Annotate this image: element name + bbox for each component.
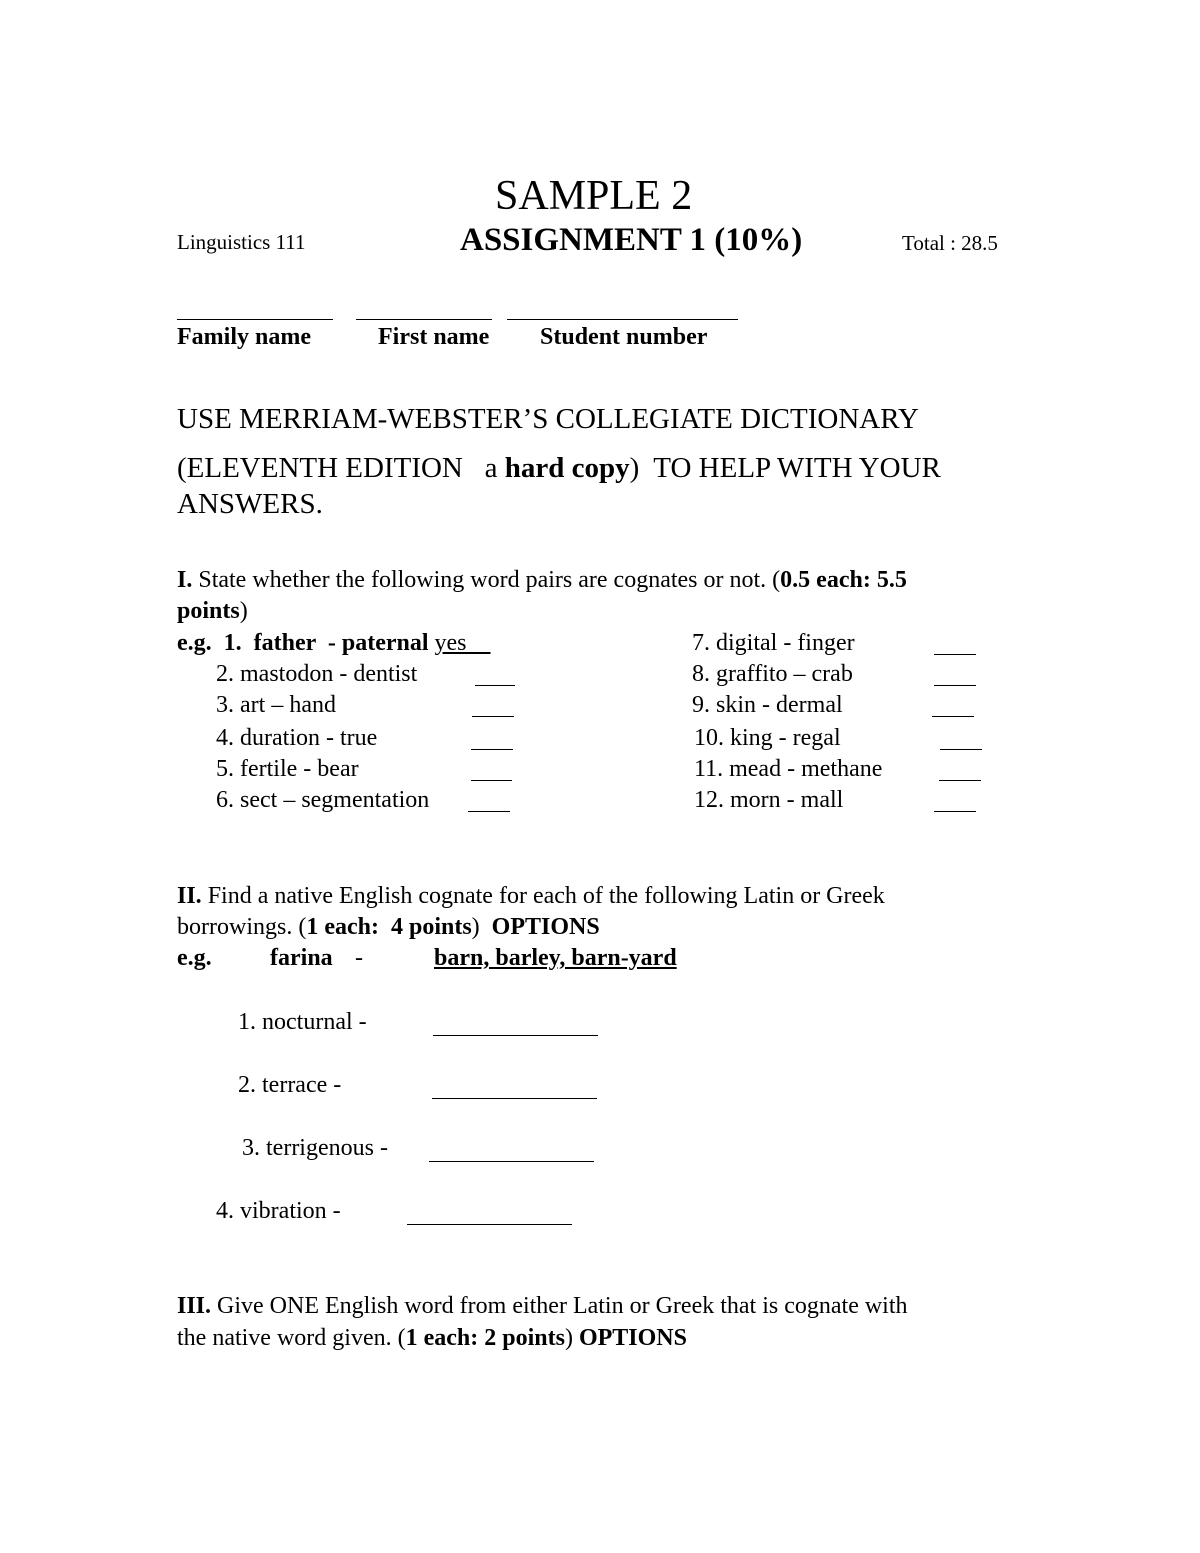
assignment-title: ASSIGNMENT 1 (10%) [460,222,803,258]
section-2-prompt-line-2 [177,914,600,941]
instructions-line-2 [177,452,941,485]
prompt-text: borrowings. ( [177,914,307,940]
student-number-blank[interactable] [507,298,738,320]
pair-item: 8. graffito – crab [692,661,853,687]
first-name-label: First name [378,324,490,350]
answer-blank[interactable] [934,663,976,686]
answer-blank[interactable] [940,727,982,750]
borrowing-item: 3. terrigenous - [242,1135,388,1161]
pair-item: 5. fertile - bear [216,756,359,782]
total-points: Total : 28.5 [902,231,998,255]
points-label: points [177,598,240,624]
section-1-prompt-line-2 [177,598,248,625]
hard-copy-emphasis: hard copy [504,452,630,484]
options-label: OPTIONS [491,914,600,940]
family-name-label: Family name [177,324,311,350]
instructions-line-3: ANSWERS. [177,488,323,520]
page-title: SAMPLE 2 [495,173,693,219]
prompt-text: ) [239,598,248,624]
answer-blank[interactable] [932,694,974,717]
pair-item: 3. art – hand [216,692,336,718]
answer-blank[interactable] [407,1202,572,1225]
family-name-blank[interactable] [177,298,333,320]
section-2-example-answer: barn, barley, barn-yard [434,945,677,971]
answer-blank[interactable] [471,758,512,781]
section-1-example [177,630,491,657]
answer-blank[interactable] [472,694,514,717]
prompt-text: the native word given. ( [177,1325,406,1351]
prompt-text: State whether the following word pairs are cognates or not. ( [192,567,781,593]
answer-blank[interactable] [471,727,513,750]
example-answer: yes [434,630,491,656]
answer-blank[interactable] [939,758,981,781]
pair-item: 7. digital - finger [692,630,855,656]
answer-blank[interactable] [429,1139,594,1162]
example-label: e.g. 1. father - paternal [177,630,435,656]
instructions-text: (ELEVENTH EDITION a [177,452,505,484]
pair-item: 9. skin - dermal [692,692,843,718]
points-label: 1 each: 2 points [405,1325,565,1351]
answer-blank[interactable] [934,632,976,655]
pair-item: 12. morn - mall [694,787,844,813]
points-label: 0.5 each: 5.5 [780,567,907,593]
section-numeral: III. [177,1293,212,1319]
instructions-line-1: USE MERRIAM-WEBSTER’S COLLEGIATE DICTIONARY [177,403,919,435]
section-3-prompt-line-2 [177,1325,687,1352]
answer-blank[interactable] [433,1013,598,1036]
answer-blank[interactable] [432,1076,597,1099]
borrowing-item: 1. nocturnal - [238,1009,367,1035]
instructions-text: ) TO HELP WITH YOUR [629,452,941,484]
pair-item: 2. mastodon - dentist [216,661,418,687]
prompt-text: ) [564,1325,579,1351]
student-number-label: Student number [540,324,708,350]
section-2-example-dash: - [355,945,363,971]
options-label: OPTIONS [578,1325,687,1351]
section-2-example-label: e.g. [177,945,212,971]
section-numeral: II. [177,883,202,909]
section-numeral: I. [177,567,193,593]
prompt-text: Find a native English cognate for each of the following Latin or Greek [201,883,885,909]
borrowing-item: 2. terrace - [238,1072,342,1098]
answer-blank[interactable] [468,789,510,812]
prompt-text: ) [471,914,492,940]
answer-blank[interactable] [934,789,976,812]
section-2-example-word: farina [270,945,333,971]
pair-item: 11. mead - methane [694,756,883,782]
pair-item: 6. sect – segmentation [216,787,430,813]
course-label: Linguistics 111 [177,230,306,254]
answer-blank[interactable] [475,663,515,686]
points-label: 1 each: 4 points [306,914,472,940]
borrowing-item: 4. vibration - [216,1198,341,1224]
section-2-prompt [177,883,885,910]
pair-item: 4. duration - true [216,725,378,751]
prompt-text: Give ONE English word from either Latin or Greek that is cognate with [211,1293,908,1319]
section-3-prompt [177,1293,908,1320]
section-1-prompt [177,567,907,594]
first-name-blank[interactable] [356,298,492,320]
pair-item: 10. king - regal [694,725,841,751]
